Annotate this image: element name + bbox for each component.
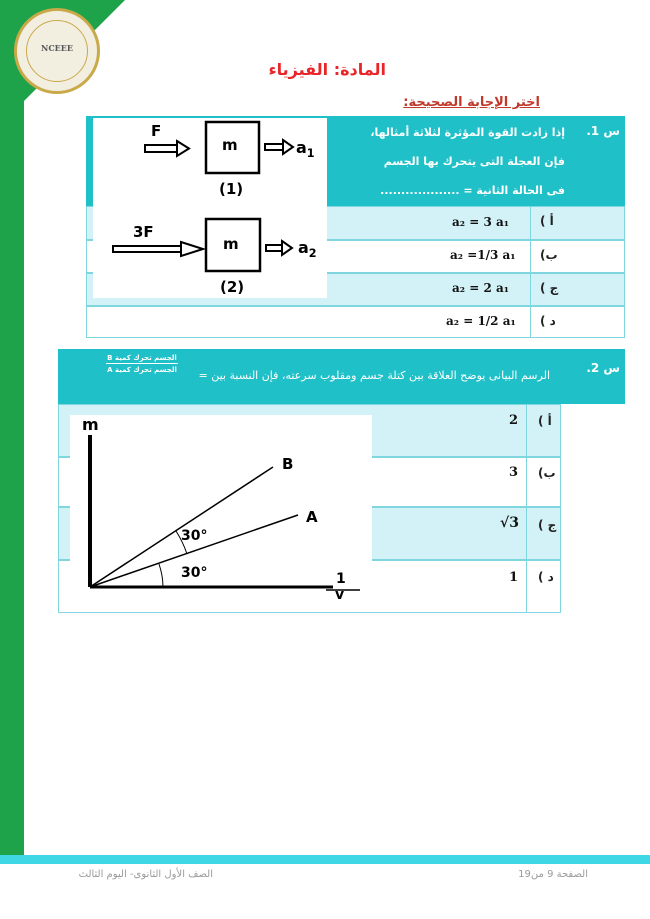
q2-option-letter-b: ب) — [538, 466, 556, 480]
q1-option-letter-b: ب) — [540, 248, 558, 262]
q2-option-value-d: 1 — [509, 570, 519, 585]
q1-option-letter-d: د ) — [540, 314, 556, 328]
q1-number: س 1. — [586, 124, 620, 138]
q2-number: س 2. — [586, 361, 620, 375]
force-arrow-2 — [113, 242, 203, 256]
angle-arc-bottom — [159, 564, 163, 587]
acceleration-arrow-1 — [265, 140, 293, 154]
q1-option-letter-c: ج ) — [540, 281, 559, 295]
instruction-heading: اختر الإجابة الصحيحة: — [403, 95, 540, 110]
acceleration-label-1: $a_1$ — [296, 138, 315, 161]
page-number: الصفحة 9 من19 — [518, 869, 588, 880]
force-label-2: 3F — [133, 223, 154, 241]
ratio-denominator: الجسم تحرك كمية A — [107, 366, 177, 374]
q1-option-value-c: a₂ = 2 a₁ — [452, 281, 509, 295]
q1-option-value-b: a₂ =1/3 a₁ — [450, 248, 516, 262]
q2-question-text: الرسم البيانى يوضح العلاقة بين كتلة جسم ومقلوب سرعته، فإن النسبة بين = — [198, 369, 550, 382]
case-label-2: (2) — [220, 278, 245, 296]
q2-mass-velocity-graph — [70, 415, 372, 605]
angle-label-bottom: 30° — [181, 565, 208, 581]
footer-bar — [0, 855, 650, 864]
nceee-logo — [14, 8, 100, 94]
q2-option-letter-d: د ) — [538, 570, 554, 584]
force-arrow-1 — [145, 141, 189, 156]
q1-force-diagram — [93, 118, 327, 298]
mass-label-2: m — [223, 235, 239, 253]
x-label-numerator: 1 — [336, 571, 346, 587]
q1-option-value-d: a₂ = 1/2 a₁ — [446, 314, 516, 328]
acceleration-arrow-2 — [266, 241, 292, 255]
case-label-1: (1) — [219, 180, 244, 198]
q1-line-1: إذا زادت القوة المؤثرة لثلاثة أمثالها، — [370, 126, 565, 139]
logo-text: NCEEE — [41, 43, 73, 53]
q1-option-value-a: a₂ = 3 a₁ — [452, 215, 509, 229]
q2-column-divider — [526, 404, 527, 613]
q1-column-divider — [530, 206, 531, 338]
x-label-denominator: v — [335, 587, 345, 603]
left-border-bar — [0, 95, 24, 855]
q2-option-value-b: 3 — [509, 465, 519, 480]
ratio-numerator: الجسم تحرك كمية B — [107, 354, 177, 362]
q1-force-diagram-svg — [93, 118, 327, 298]
q2-ratio-fraction — [106, 354, 178, 374]
line-b-label: B — [282, 455, 294, 473]
page-title: المادة: الفيزياء — [268, 60, 386, 79]
q2-graph-svg — [70, 415, 372, 605]
y-axis-label: m — [82, 415, 99, 434]
q1-line-3: فى الحالة الثانية = ................... — [380, 184, 565, 197]
acceleration-label-2: $a_2$ — [298, 238, 317, 261]
q2-option-value-a: 2 — [509, 413, 519, 428]
q1-option-letter-a: أ ) — [540, 214, 554, 228]
q1-line-2: فإن العجلة التى يتحرك بها الجسم — [383, 155, 565, 168]
line-a-label: A — [306, 508, 318, 526]
angle-label-top: 30° — [181, 528, 208, 544]
grade-day-label: الصف الأول الثانوى- اليوم الثالث — [78, 869, 213, 880]
q2-option-letter-c: ج ) — [538, 518, 557, 532]
mass-label-1: m — [222, 136, 238, 154]
q2-option-letter-a: أ ) — [538, 414, 552, 428]
force-label-1: F — [151, 122, 162, 140]
q2-option-value-c: √3 — [500, 515, 519, 531]
